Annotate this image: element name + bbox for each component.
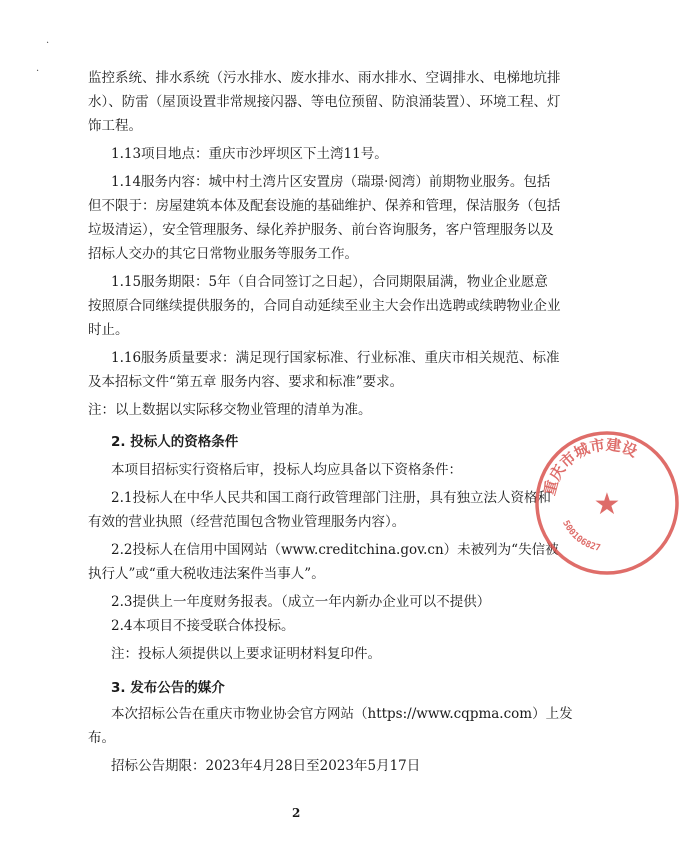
body-line: 2.3提供上一年度财务报表。（成立一年内新办企业可以不提供） bbox=[111, 594, 491, 610]
body-line: 饰工程。 bbox=[88, 118, 142, 134]
body-line: 布。 bbox=[88, 730, 115, 746]
body-line: 2.2投标人在信用中国网站（www.creditchina.gov.cn）未被列为“失信被 bbox=[111, 542, 559, 558]
official-seal-stamp bbox=[532, 428, 682, 578]
body-line: 本次招标公告在重庆市物业协会官方网站（https://www.cqpma.com）上发 bbox=[111, 706, 573, 722]
note-line: 注：以上数据以实际移交物业管理的清单为准。 bbox=[88, 402, 372, 418]
body-line: 监控系统、排水系统（污水排水、废水排水、雨水排水、空调排水、电梯地坑排 bbox=[88, 70, 561, 86]
body-line: 2.1投标人在中华人民共和国工商行政管理部门注册，具有独立法人资格和 bbox=[111, 490, 551, 506]
body-line: 执行人”或“重大税收违法案件当事人”。 bbox=[88, 566, 325, 582]
body-line: 1.15服务期限：5年（自合同签订之日起），合同期限届满，物业企业愿意 bbox=[111, 274, 548, 290]
body-line: 水）、防雷（屋顶设置非常规接闪器、等电位预留、防浪涌装置）、环境工程、灯 bbox=[88, 94, 561, 110]
seal-star-icon: ★ bbox=[593, 487, 621, 522]
scan-speck: · bbox=[36, 66, 40, 77]
body-line: 有效的营业执照（经营范围包含物业管理服务内容）。 bbox=[88, 514, 406, 530]
body-line: 按照原合同继续提供服务的，合同自动延续至业主大会作出选聘或续聘物业企业 bbox=[88, 298, 561, 314]
note-line: 注：投标人须提供以上要求证明材料复印件。 bbox=[111, 646, 381, 662]
seal-text-top: 重庆市城市建设 bbox=[540, 435, 640, 498]
seal-text-bottom: 500106827 bbox=[560, 519, 602, 554]
body-line: 2.4本项目不接受联合体投标。 bbox=[111, 618, 295, 634]
body-line: 垃圾清运），安全管理服务、绿化养护服务、前台咨询服务，客户管理服务以及 bbox=[88, 222, 554, 238]
section-heading: 3. 发布公告的媒介 bbox=[111, 680, 225, 696]
scan-speck: · bbox=[46, 38, 50, 49]
body-line: 本项目招标实行资格后审，投标人均应具备以下资格条件： bbox=[111, 462, 462, 478]
body-line: 时止。 bbox=[88, 322, 129, 338]
body-line: 1.13项目地点：重庆市沙坪坝区下土湾11号。 bbox=[111, 146, 388, 162]
body-line: 但不限于：房屋建筑本体及配套设施的基础维护、保养和管理，保洁服务（包括 bbox=[88, 198, 561, 214]
section-heading: 2. 投标人的资格条件 bbox=[111, 434, 239, 450]
body-line: 招标人交办的其它日常物业服务等服务工作。 bbox=[88, 246, 358, 262]
body-line: 及本招标文件“第五章 服务内容、要求和标准”要求。 bbox=[88, 374, 404, 390]
body-line: 1.16服务质量要求：满足现行国家标准、行业标准、重庆市相关规范、标准 bbox=[111, 350, 560, 366]
body-line: 招标公告期限：2023年4月28日至2023年5月17日 bbox=[111, 758, 421, 774]
body-line: 1.14服务内容：城中村土湾片区安置房（瑞璟·阅湾）前期物业服务。包括 bbox=[111, 174, 551, 190]
page-number: 2 bbox=[292, 806, 301, 820]
